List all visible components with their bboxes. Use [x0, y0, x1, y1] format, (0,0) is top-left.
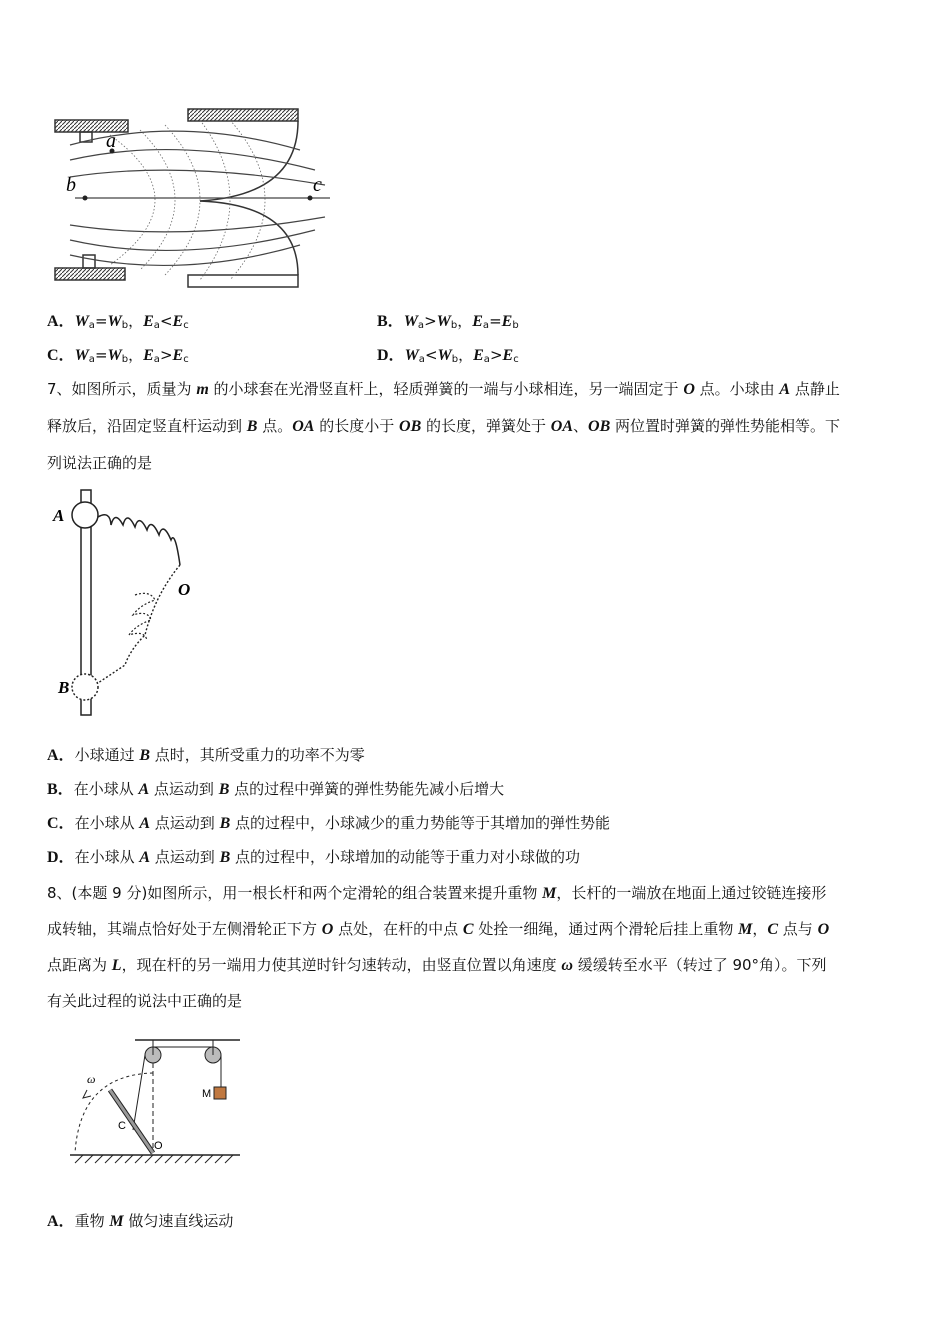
subscript: a	[88, 320, 95, 331]
math-variable: OA	[292, 418, 315, 435]
math-variable: O	[321, 921, 334, 938]
question-text-line	[47, 991, 242, 1011]
label-c: c	[313, 174, 322, 196]
math-variable: B	[139, 747, 151, 764]
subscript: a	[153, 354, 160, 365]
math-variable: B	[219, 849, 231, 866]
label-b: b	[66, 174, 76, 196]
text-segment: 的长度小于	[314, 417, 400, 435]
text-segment: 点与	[778, 920, 818, 938]
figure-electric-field	[50, 105, 340, 290]
question-text-line	[47, 416, 840, 437]
text-segment: 点。小球由	[694, 380, 780, 398]
option-c	[47, 345, 189, 370]
text-segment: 点运动到	[150, 848, 220, 866]
text-segment: 有关此过程的说法中正确的是	[47, 992, 243, 1010]
text-segment: ，	[458, 346, 474, 364]
option-label: A．	[47, 313, 75, 330]
math-variable: W	[74, 347, 89, 364]
text-segment: >	[424, 312, 437, 330]
math-variable: E	[473, 347, 484, 364]
math-variable: W	[436, 313, 451, 330]
text-segment: B．	[47, 781, 74, 798]
math-variable: E	[472, 313, 483, 330]
math-variable: ω	[561, 957, 573, 974]
math-variable: M	[542, 885, 557, 902]
math-variable: O	[683, 381, 695, 398]
text-segment: 8、(本题 9 分)如图所示，用一根长杆和两个定滑轮的组合装置来提升重物	[47, 884, 543, 902]
subscript: c	[183, 354, 189, 365]
math-variable: C	[462, 921, 474, 938]
text-segment: 点处，在杆的中点	[333, 920, 463, 938]
text-segment: 点距离为	[47, 956, 112, 974]
math-variable: O	[817, 921, 830, 938]
option-d	[377, 345, 519, 370]
option-line	[47, 779, 504, 800]
math-variable: m	[196, 381, 209, 398]
text-segment: 的小球套在光滑竖直杆上，轻质弹簧的一端与小球相连，另一端固定于	[208, 380, 684, 398]
math-variable: E	[143, 347, 154, 364]
text-segment: =	[489, 312, 502, 330]
math-variable: B	[218, 781, 230, 798]
text-segment: A．	[47, 1213, 75, 1230]
text-segment: 处拴一细绳，通过两个滑轮后挂上重物	[473, 920, 739, 938]
subscript: a	[88, 354, 95, 365]
text-segment: 缓缓转至水平（转过了 90°角）。下列	[572, 956, 827, 974]
math-variable: A	[779, 381, 791, 398]
text-segment: ，	[128, 312, 144, 330]
text-segment: <	[159, 312, 173, 330]
subscript: b	[451, 354, 459, 365]
math-variable: E	[172, 347, 184, 364]
text-segment: 点。	[257, 417, 293, 435]
option-line	[47, 745, 365, 766]
subscript: a	[418, 354, 425, 365]
math-variable: W	[437, 347, 452, 364]
math-variable: M	[109, 1213, 124, 1230]
text-segment: 两位置时弹簧的弹性势能相等。下	[610, 417, 841, 435]
text-segment: =	[94, 312, 108, 330]
text-segment: 点静止	[790, 380, 840, 398]
text-segment: ，	[128, 346, 144, 364]
text-segment: 点运动到	[150, 814, 220, 832]
math-variable: A	[139, 849, 151, 866]
subscript: a	[482, 320, 490, 331]
label-M: M	[202, 1088, 212, 1100]
math-variable: A	[138, 781, 150, 798]
option-b	[377, 311, 519, 336]
subscript: a	[483, 354, 490, 365]
text-segment: 成转轴，其端点恰好处于左侧滑轮正下方	[47, 920, 322, 938]
question-text-line	[47, 379, 840, 400]
math-variable: W	[403, 313, 418, 330]
text-segment: ，长杆的一端放在地面上通过铰链连接形	[556, 884, 827, 902]
text-segment: <	[424, 346, 438, 364]
text-segment: 列说法正确的是	[47, 454, 153, 472]
text-segment: 点运动到	[149, 780, 219, 798]
text-segment: 小球通过	[74, 746, 140, 764]
text-segment: A．	[47, 747, 75, 764]
subscript: b	[512, 320, 519, 331]
text-segment: 点的过程中弹簧的弹性势能先减小后增大	[229, 780, 505, 798]
option-line	[47, 813, 610, 834]
label-A: A	[53, 506, 65, 525]
math-variable: OB	[399, 418, 422, 435]
math-variable: W	[107, 313, 122, 330]
subscript: c	[513, 354, 519, 365]
text-segment: ，	[457, 312, 473, 330]
math-variable: M	[738, 921, 753, 938]
text-segment: 重物	[74, 1212, 110, 1230]
label-a: a	[106, 130, 116, 152]
math-variable: E	[501, 313, 513, 330]
text-segment: >	[489, 346, 503, 364]
text-segment: 点时，其所受重力的功率不为零	[150, 746, 365, 764]
math-variable: A	[139, 815, 151, 832]
subscript: b	[450, 320, 458, 331]
label-B: B	[58, 678, 70, 697]
text-segment: 在小球从	[74, 848, 140, 866]
question-text-line	[47, 955, 827, 976]
subscript: a	[153, 320, 160, 331]
question-text-line	[47, 453, 152, 473]
math-variable: W	[107, 347, 122, 364]
math-variable: E	[143, 313, 154, 330]
option-label: B．	[377, 313, 404, 330]
text-segment: 在小球从	[73, 780, 139, 798]
figure-spring-rod	[45, 485, 205, 725]
question-text-line	[47, 919, 829, 940]
text-segment: ，	[752, 920, 768, 938]
text-segment: =	[94, 346, 108, 364]
math-variable: E	[172, 313, 184, 330]
option-line	[47, 1211, 233, 1232]
text-segment: 点的过程中，小球增加的动能等于重力对小球做的功	[230, 848, 581, 866]
option-label: D．	[377, 347, 405, 364]
text-segment: 在小球从	[74, 814, 140, 832]
math-variable: B	[246, 418, 258, 435]
text-segment: D．	[47, 849, 75, 866]
option-a	[47, 311, 189, 336]
label-O: O	[178, 580, 191, 599]
text-segment: >	[159, 346, 173, 364]
math-variable: E	[502, 347, 514, 364]
math-variable: W	[404, 347, 419, 364]
subscript: c	[183, 320, 189, 331]
subscript: b	[121, 354, 129, 365]
subscript: a	[417, 320, 425, 331]
math-variable: W	[74, 313, 89, 330]
text-segment: C．	[47, 815, 75, 832]
label-C: C	[118, 1120, 126, 1132]
text-segment: 、	[573, 417, 589, 435]
figure-pulley-rod	[65, 1035, 245, 1165]
option-line	[47, 847, 580, 868]
math-variable: OB	[588, 418, 611, 435]
text-segment: 的长度，弹簧处于	[421, 417, 551, 435]
text-segment: 释放后，沿固定竖直杆运动到	[47, 417, 247, 435]
text-segment: 做匀速直线运动	[123, 1212, 234, 1230]
option-label: C．	[47, 347, 75, 364]
text-segment: 7、如图所示，质量为	[47, 380, 197, 398]
subscript: b	[121, 320, 129, 331]
math-variable: L	[111, 957, 122, 974]
math-variable: C	[767, 921, 779, 938]
text-segment: 点的过程中，小球减少的重力势能等于其增加的弹性势能	[230, 814, 611, 832]
question-text-line	[47, 883, 826, 904]
math-variable: OA	[550, 418, 574, 435]
text-segment: ，现在杆的另一端用力使其逆时针匀速转动，由竖直位置以角速度	[121, 956, 562, 974]
math-variable: B	[219, 815, 231, 832]
label-omega: ω	[87, 1072, 96, 1086]
label-O: O	[154, 1140, 163, 1152]
